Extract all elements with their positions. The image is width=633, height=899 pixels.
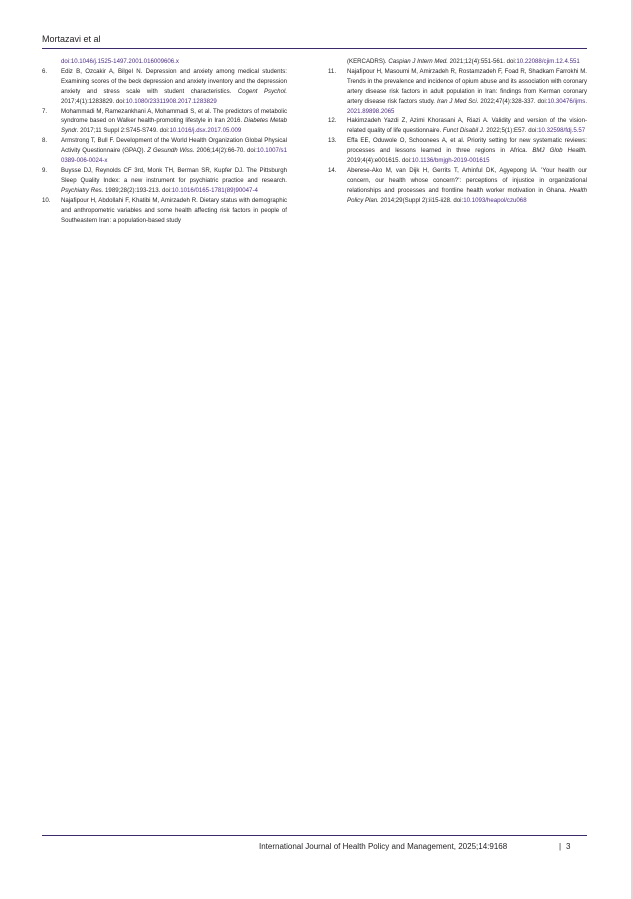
- reference-details: 2006;14(2):66-70. doi:: [196, 147, 257, 155]
- reference-journal: Diabetes Metab Syndr.: [61, 117, 287, 135]
- reference-number: 11.: [328, 67, 337, 75]
- reference-journal: Z Gesundh Wiss.: [147, 147, 195, 155]
- reference-item: [328, 136, 587, 166]
- reference-journal: Funct Disabil J.: [442, 127, 485, 135]
- reference-details: 2022;5(1):E57. doi:: [486, 127, 539, 135]
- reference-doi-link[interactable]: 10.1080/23311908.2017.1283829: [125, 97, 217, 105]
- footer-journal-citation: International Journal of Health Policy and Management, 2025;14:9168: [259, 842, 508, 851]
- running-header-author: Mortazavi et al: [42, 34, 101, 44]
- reference-number: 13.: [328, 137, 337, 145]
- reference-item: [42, 166, 287, 196]
- right-reference-column: [328, 57, 587, 206]
- footer-divider: [42, 835, 587, 836]
- reference-number: 10.: [42, 196, 51, 204]
- reference-text: Najafipour H, Masoumi M, Amirzadeh R, Rostamzadeh F, Foad R, Shadkam Farrokhi M. Trends in the prevalence and incidence of opium abuse and its association with coronary artery disease risk factors in adult population in Iran: findings from Kerman coronary artery disease risk factors study.: [347, 67, 587, 105]
- reference-details: 2021;12(4):551-561. doi:: [449, 58, 517, 65]
- reference-text: Hakimzadeh Yazdi Z, Azimi Khorasani A, Riazi A. Validity and version of the vision-related quality of life questionnaire.: [347, 117, 587, 135]
- reference-continuation: [42, 57, 287, 67]
- left-reference-column: [42, 57, 287, 225]
- reference-doi-link[interactable]: 10.30476/ijms.2021.89898.2065: [347, 97, 588, 115]
- reference-details: 2022;47(4):328-337. doi:: [480, 97, 548, 105]
- reference-text: Aberese-Ako M, van Dijk H, Gerrits T, Arhinful DK, Agyepong IA. 'Your health our concern, our health whose concern?': perceptions of injustice in organizational relationships and processes and frontline health worker motivation in Ghana.: [347, 166, 587, 194]
- reference-continuation: [328, 57, 587, 67]
- reference-details: 2017;4(1):1283829. doi:: [61, 97, 126, 105]
- reference-number: 7.: [42, 107, 48, 115]
- reference-journal: Health Policy Plan.: [347, 186, 587, 204]
- reference-number: 12.: [328, 117, 337, 125]
- page-number: 3: [566, 842, 571, 851]
- reference-journal: Caspian J Intern Med.: [388, 58, 448, 65]
- reference-journal: BMJ Glob Health.: [532, 147, 587, 155]
- footer-separator: |: [559, 842, 562, 851]
- reference-number: 6.: [42, 67, 48, 75]
- reference-details: 2014;29(Suppl 2):ii15-ii28. doi:: [380, 196, 464, 204]
- reference-doi-link[interactable]: 10.32598/fdj.5.57: [538, 127, 586, 135]
- reference-text: Effa EE, Oduwole O, Schoonees A, et al. Priority setting for new systematic reviews: processes and lessons learned in three regions in Africa.: [347, 137, 587, 155]
- reference-item: [328, 116, 587, 136]
- reference-item: [328, 67, 587, 117]
- reference-text: Mohammadi M, Ramezankhani A, Mohammadi S, et al. The predictors of metabolic syndrome based on Walker health-promoting lifestyle in Iran 2016.: [61, 107, 287, 125]
- reference-item: [328, 166, 587, 206]
- reference-text: (KERCADRS).: [347, 58, 387, 65]
- reference-journal: Cogent Psychol.: [237, 87, 288, 95]
- reference-details: 2019;4(4):e001615. doi:: [347, 157, 412, 165]
- reference-text: Armstrong T, Bull F. Development of the World Health Organization Global Physical Activity Questionnaire (GPAQ).: [61, 137, 287, 155]
- reference-doi-link[interactable]: 10.1016/0165-1781(89)90047-4: [171, 186, 258, 194]
- reference-doi-link[interactable]: 10.1093/heapol/czu068: [463, 196, 527, 204]
- reference-doi-link[interactable]: 10.1007/s10389-006-0024-x: [61, 147, 287, 165]
- reference-journal: Psychiatry Res.: [61, 186, 104, 194]
- reference-item: [42, 107, 287, 137]
- reference-number: 14.: [328, 166, 337, 174]
- reference-doi-link[interactable]: 10.1016/j.dsx.2017.05.009: [169, 127, 242, 135]
- reference-details: 1989;28(2):193-213. doi:: [105, 186, 172, 194]
- reference-doi-link[interactable]: doi:10.1046/j.1525-1497.2001.016009606.x: [61, 58, 179, 65]
- header-divider: [42, 48, 587, 49]
- reference-doi-link[interactable]: 10.1136/bmjgh-2019-001615: [411, 157, 490, 165]
- reference-doi-link[interactable]: 10.22088/cjim.12.4.551: [516, 58, 580, 65]
- reference-text: Najafipour H, Abdollahi F, Khatibi M, Amirzadeh R. Dietary status with demographic and anthropometric variables and some health affecting risk factors in people of Southeastern Iran: a population-based study: [61, 196, 287, 224]
- reference-details: 2017;11 Suppl 2:S745-S749. doi:: [80, 127, 170, 135]
- reference-item: [42, 196, 287, 226]
- reference-item: [42, 67, 287, 107]
- reference-number: 8.: [42, 137, 48, 145]
- reference-text: Buysse DJ, Reynolds CF 3rd, Monk TH, Berman SR, Kupfer DJ. The Pittsburgh Sleep Quality Index: a new instrument for psychiatric practice and research.: [61, 166, 287, 184]
- reference-journal: Iran J Med Sci.: [436, 97, 479, 105]
- reference-item: [42, 136, 287, 166]
- reference-number: 9.: [42, 166, 48, 174]
- reference-text: Ediz B, Ozcakir A, Bilgel N. Depression and anxiety among medical students: Examining scores of the beck depression and anxiety inventory and the depression anxiety and stress scale with student characteristics.: [61, 67, 287, 95]
